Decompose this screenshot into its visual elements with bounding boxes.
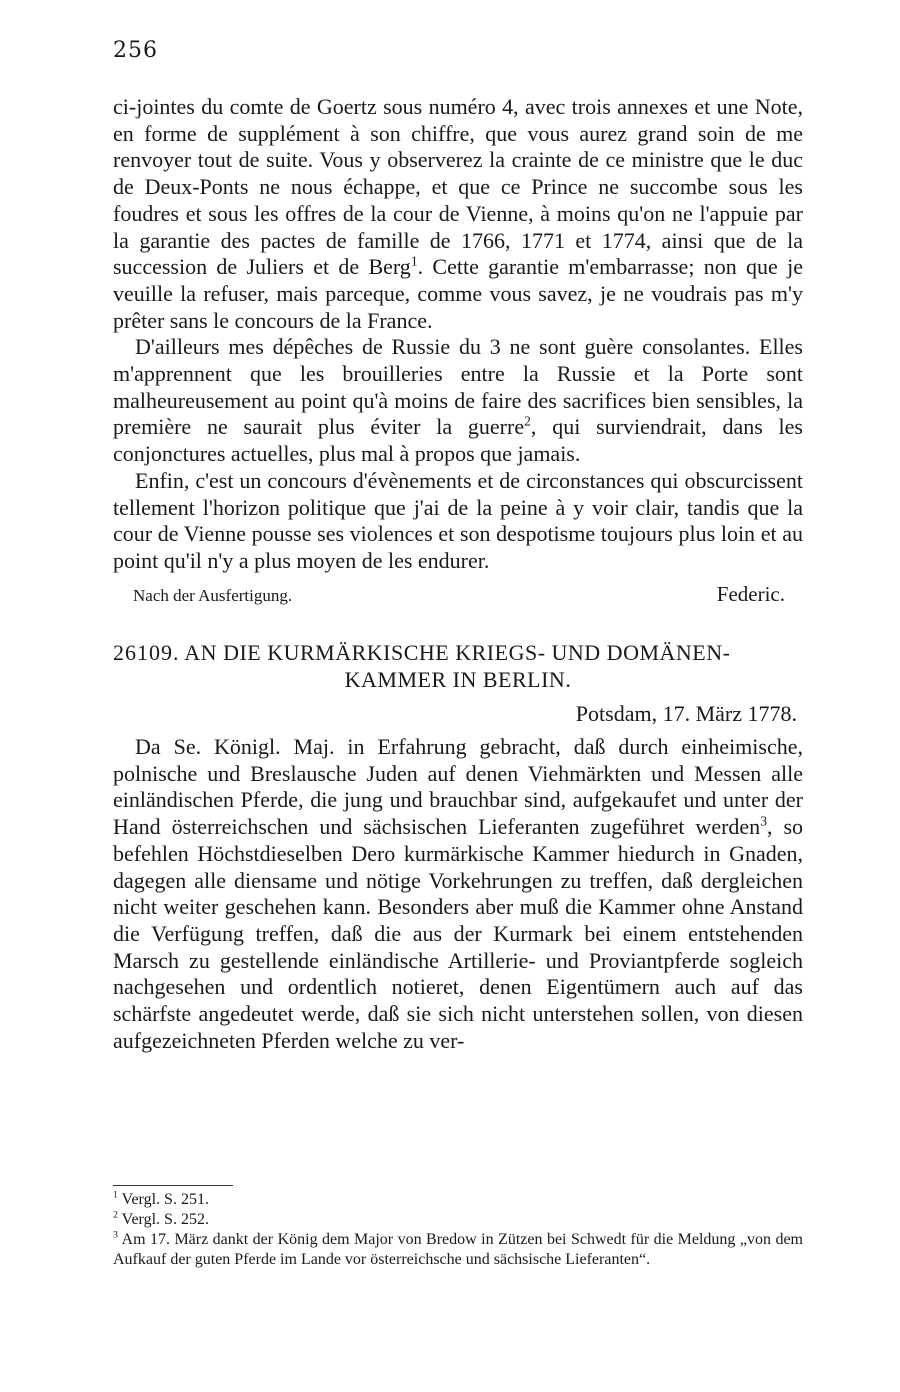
footnote-1-text: Vergl. S. 251. bbox=[121, 1191, 209, 1208]
letter-number: 26109. bbox=[113, 640, 180, 666]
main-text bbox=[113, 94, 803, 1055]
footnote-divider bbox=[113, 1185, 233, 1186]
footnote-ref-1[interactable]: 1 bbox=[410, 253, 418, 269]
footnote-ref-3[interactable]: 3 bbox=[760, 813, 767, 829]
footnote-3 bbox=[113, 1230, 803, 1270]
letter-heading bbox=[113, 639, 803, 693]
paragraph-1 bbox=[113, 94, 803, 334]
paragraph-2 bbox=[113, 334, 803, 468]
page-number: 256 bbox=[113, 38, 158, 63]
paragraph-1-text: ci-jointes du comte de Goertz sous numéro 4, avec trois annexes et une Note, en forme de supplément à son chiffre, que vous aurez grand soin de me renvoyer tout de suite. Vous y observerez la crainte de ce ministre que le duc de Deux-Ponts ne nous échappe, et que ce Prince ne succombe sous les foudres et sous les offres de la cour de Vienne, à moins qu'on ne l'appuie par la garantie des pactes de famille de 1766, 1771 et 1774, ainsi que de la succession de Juliers et de Berg bbox=[113, 94, 803, 280]
letter-heading-line-1 bbox=[113, 639, 803, 666]
letter-body bbox=[113, 734, 803, 1054]
letter-title-line-2: KAMMER IN BERLIN. bbox=[344, 667, 572, 693]
paragraph-3 bbox=[113, 468, 803, 575]
footnote-1 bbox=[113, 1190, 803, 1210]
footnote-3-mark: 3 bbox=[113, 1229, 118, 1241]
footnote-ref-2[interactable]: 2 bbox=[524, 414, 531, 430]
footnotes bbox=[113, 1190, 803, 1270]
paragraph-3-text: Enfin, c'est un concours d'évènements et de circonstances qui obscurcissent tellement l'horizon politique que j'ai de la peine à y voir clair, tandis que la cour de Vienne pousse ses violences et son despotisme toujours plus loin et au point qu'il n'y a plus moyen de les endurer. bbox=[113, 467, 803, 573]
footnote-2 bbox=[113, 1210, 803, 1230]
signature-row bbox=[113, 581, 803, 610]
footnote-2-text: Vergl. S. 252. bbox=[121, 1211, 209, 1228]
paragraph-2-text: D'ailleurs mes dépêches de Russie du 3 ne sont guère consolantes. Elles m'apprennent que les brouilleries entre la Russie et la Porte sont malheureusement au point qu'à moins de faire des sacrifices bien sensibles, la première ne saurait plus éviter la guerre bbox=[113, 334, 803, 440]
signature: Federic. bbox=[716, 581, 785, 606]
letter-body-text-cont: , so befehlen Höchstdieselben Dero kurmärkische Kammer hiedurch in Gnaden, dagegen alle diensame und nötige Vorkehrungen zu treffen, daß dergleichen nicht weiter geschehen kann. Besonders aber muß die Kammer ohne Anstand die Verfügung treffen, daß die aus der Kurmark bei einem entstehenden Marsch zu gestellende einländische Artillerie- und Proviantpferde sogleich nachgesehen und ordentlich notieret, denen Eigentümern auch auf das schärfste angedeutet werde, daß sie sich nicht unterstehen sollen, von diesen aufgezeichneten Pferden welche zu ver- bbox=[113, 814, 804, 1053]
footnote-1-mark: 1 bbox=[113, 1189, 118, 1201]
paragraph-1-text-cont: . Cette garantie m'embarrasse; non que je veuille la refuser, mais parceque, comme vous savez, je ne voudrais pas m'y prêter sans le concours de la France. bbox=[113, 254, 803, 333]
letter-body-text: Da Se. Königl. Maj. in Erfahrung gebracht, daß durch einheimische, polnische und Breslausche Juden auf denen Viehmärkten und Messen alle einländischen Pferde, die jung und brauchbar sind, aufgekaufet und unter der Hand österreichschen und sächsischen Lieferanten zugeführet werden bbox=[113, 734, 803, 840]
source-note: Nach der Ausfertigung. bbox=[133, 585, 293, 605]
footnote-2-mark: 2 bbox=[113, 1209, 118, 1221]
letter-dateline: Potsdam, 17. März 1778. bbox=[575, 701, 797, 727]
letter-title-line-1: AN DIE KURMÄRKISCHE KRIEGS- UND DOMÄNEN- bbox=[184, 640, 731, 666]
paragraph-2-text-cont: , qui surviendrait, dans les conjonctures actuelles, plus mal à propos que jamais. bbox=[113, 414, 803, 467]
footnote-3-text: Am 17. März dankt der König dem Major von Bredow in Zützen bei Schwedt für die Meldung „von dem Aufkauf der guten Pferde im Lande vor österreichsche und sächsische Lieferanten“. bbox=[113, 1231, 803, 1268]
